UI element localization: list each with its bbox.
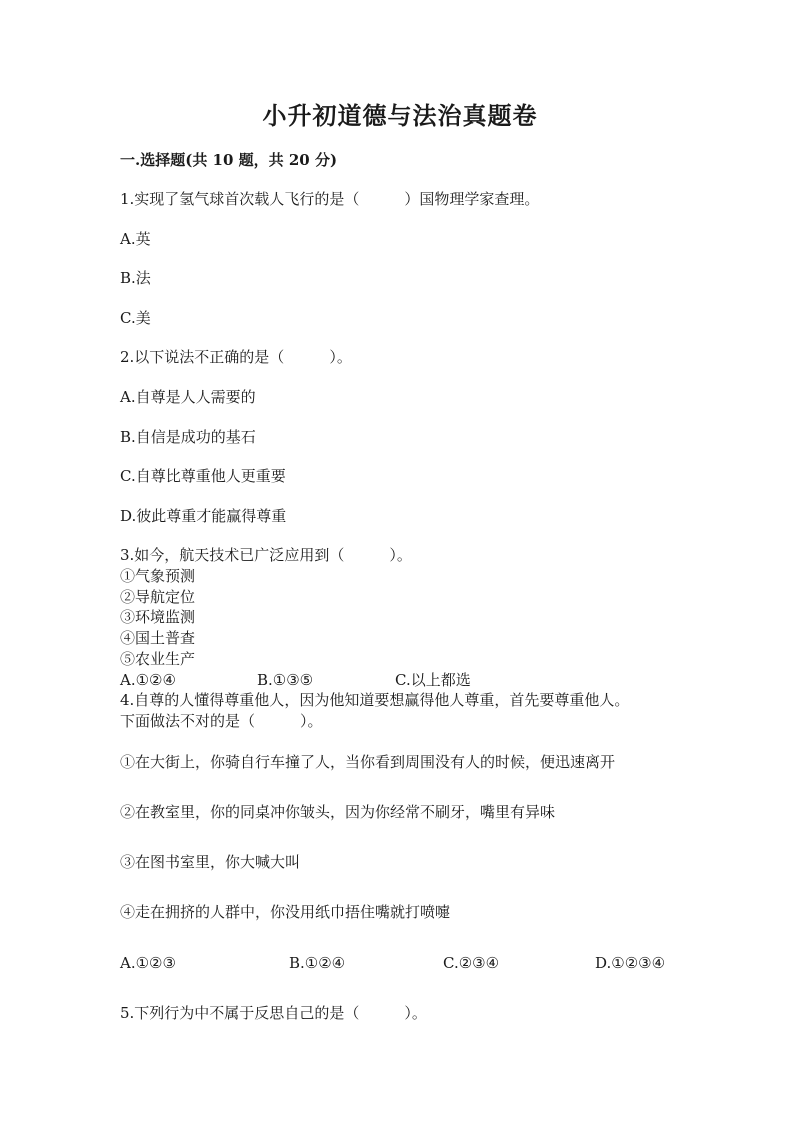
question-1-option-c: C.美 xyxy=(120,309,151,327)
question-5-stem: 5.下列行为中不属于反思自己的是（ ）。 xyxy=(120,1004,427,1022)
question-1-option-a: A.英 xyxy=(120,230,151,248)
question-4-stem-continued: 下面做法不对的是（ ）。 xyxy=(120,712,323,730)
question-2-stem: 2.以下说法不正确的是（ ）。 xyxy=(120,348,352,366)
question-3-item: ③环境监测 xyxy=(120,608,196,626)
question-1-option-b: B.法 xyxy=(120,269,151,287)
question-4-option-b: B.①②④ xyxy=(289,954,346,972)
question-4-statement-1: ①在大街上，你骑自行车撞了人，当你看到周围没有人的时候，便迅速离开 xyxy=(120,753,616,771)
question-4-statement-3: ③在图书室里，你大喊大叫 xyxy=(120,853,301,871)
question-3-item: ①气象预测 xyxy=(120,567,196,585)
question-1-stem: 1.实现了氢气球首次载人飞行的是（ ）国物理学家查理。 xyxy=(120,190,540,208)
question-3-stem: 3.如今，航天技术已广泛应用到（ ）。 xyxy=(120,546,412,564)
question-4-stem: 4.自尊的人懂得尊重他人，因为他知道要想赢得他人尊重，首先要尊重他人。 xyxy=(120,691,630,709)
question-3-option-a: A.①②④ xyxy=(120,671,176,689)
question-2-option-b: B.自信是成功的基石 xyxy=(120,428,256,446)
question-4-statement-2: ②在教室里，你的同桌冲你皱头，因为你经常不刷牙，嘴里有异味 xyxy=(120,803,556,821)
section-heading: 一.选择题(共 10 题，共 20 分) xyxy=(120,151,338,169)
question-3-item: ④国土普查 xyxy=(120,629,196,647)
question-3-option-c: C.以上都选 xyxy=(395,671,471,689)
question-2-option-c: C.自尊比尊重他人更重要 xyxy=(120,467,286,485)
question-4-option-a: A.①②③ xyxy=(120,954,176,972)
question-3-item: ⑤农业生产 xyxy=(120,650,196,668)
question-3-item: ②导航定位 xyxy=(120,588,196,606)
question-2-option-d: D.彼此尊重才能赢得尊重 xyxy=(120,507,287,525)
page-title: 小升初道德与法治真题卷 xyxy=(262,101,538,130)
question-4-statement-4: ④走在拥挤的人群中，你没用纸巾捂住嘴就打喷嚏 xyxy=(120,903,451,921)
question-4-option-d: D.①②③④ xyxy=(595,954,666,972)
question-2-option-a: A.自尊是人人需要的 xyxy=(120,388,256,406)
question-4-option-c: C.②③④ xyxy=(443,954,500,972)
question-3-option-b: B.①③⑤ xyxy=(257,671,314,689)
